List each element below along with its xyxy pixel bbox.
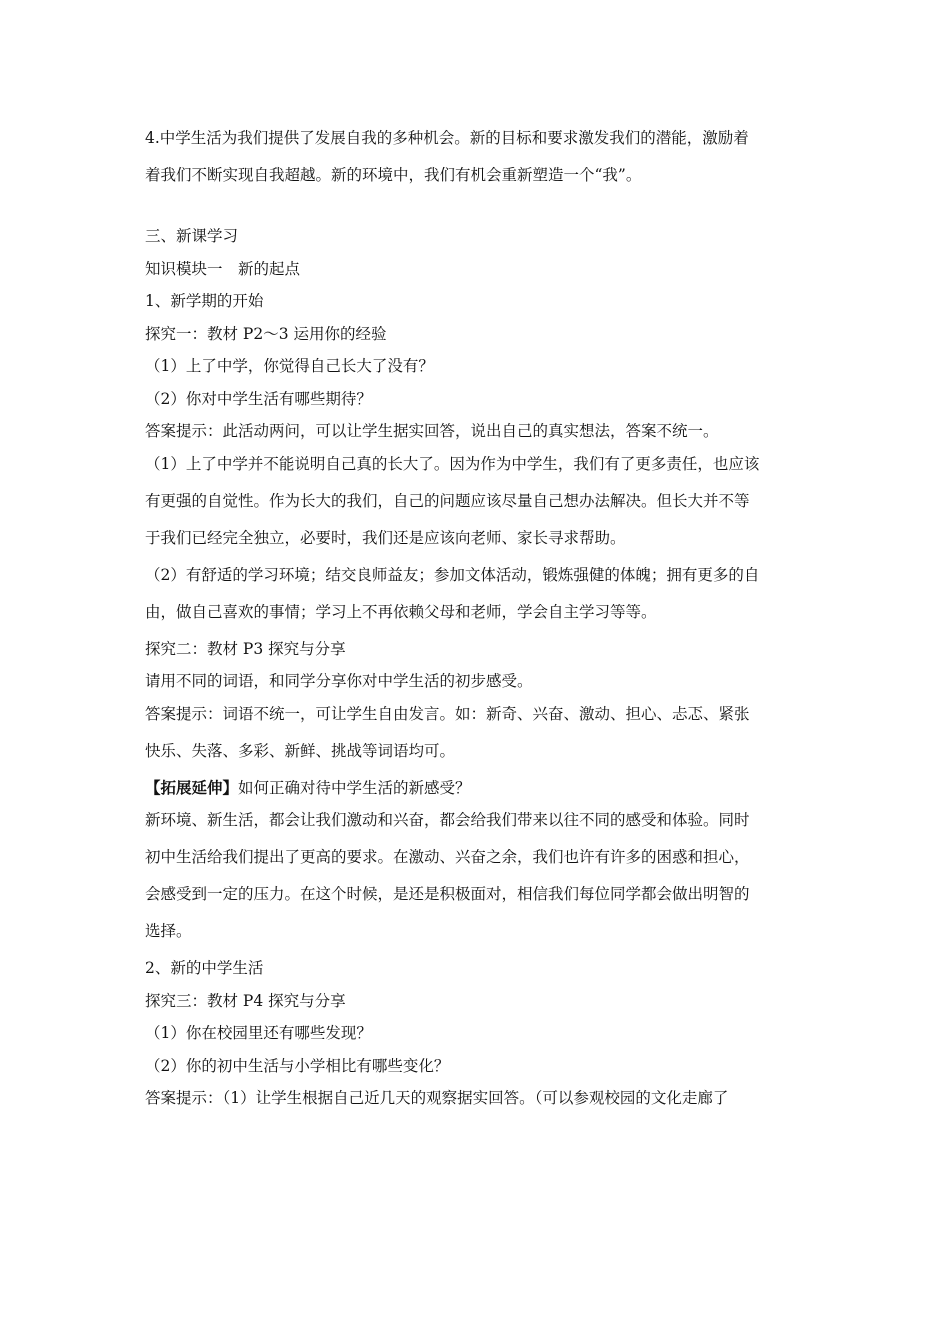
answer-paragraph [145,450,810,635]
explore2-block [145,635,810,700]
extension-question: 如何正确对待中学生活的新感受？ [238,778,471,797]
explore-title: 探究二：教材 P3 探究与分享 [145,639,346,658]
question-line: （2）你对中学生活有哪些期待？ [145,389,372,408]
document-page [145,124,810,1117]
text-line: 有更强的自觉性。作为长大的我们，自己的问题应该尽量自己想办法解决。但长大并不等 [145,491,750,510]
question-line: （1）上了中学，你觉得自己长大了没有？ [145,357,434,375]
text-line: 着我们不断实现自我超越。新的环境中，我们有机会重新塑造一个“我”。 [145,166,642,184]
text-line: 答案提示：词语不统一，可让学生自由发言。如：新奇、兴奋、激动、担心、忐忑、紧张 [145,704,750,723]
answer-hint: 答案提示：此活动两问，可以让学生据实回答，说出自己的真实想法，答案不统一。 [145,422,719,440]
text-line: 选择。 [145,922,192,940]
question-line: （2）你的初中生活与小学相比有哪些变化？ [145,1056,450,1075]
text-line: 初中生活给我们提出了更高的要求。在激动、兴奋之余，我们也许有许多的困惑和担心， [145,848,750,866]
answer-paragraph [145,700,810,774]
text-line: 4.中学生活为我们提供了发展自我的多种机会。新的目标和要求激发我们的潜能，激励着 [145,129,749,147]
answer-hint: 答案提示：（1）让学生根据自己近几天的观察据实回答。（可以参观校园的文化走廊了 [145,1089,729,1107]
explore-title: 探究一：教材 P2～3 运用你的经验 [145,324,387,343]
extension-block [145,774,810,955]
intro-paragraph [145,124,810,198]
extension-line [145,774,810,807]
extension-label: 【拓展延伸】 [145,777,239,797]
prompt-line: 请用不同的词语，和同学分享你对中学生活的初步感受。 [145,672,533,690]
explore3-block [145,954,810,1117]
text-line: 由，做自己喜欢的事情；学习上不再依赖父母和老师，学会自主学习等等。 [145,602,657,621]
text-line: 会感受到一定的压力。在这个时候，是还是积极面对，相信我们每位同学都会做出明智的 [145,885,750,903]
question-line: （1）你在校园里还有哪些发现？ [145,1024,372,1042]
section-new-lesson [145,222,810,450]
section-heading: 三、新课学习 [145,227,239,245]
module-heading: 知识模块一 新的起点 [145,259,301,278]
text-line: （1）上了中学并不能说明自己真的长大了。因为作为中学生，我们有了更多责任，也应该 [145,454,760,473]
subsection-heading: 2、新的中学生活 [145,959,264,977]
text-line: 快乐、失落、多彩、新鲜、挑战等词语均可。 [145,741,456,760]
explore-title: 探究三：教材 P4 探究与分享 [145,991,346,1010]
text-line: 于我们已经完全独立，必要时，我们还是应该向老师、家长寻求帮助。 [145,528,626,547]
text-line: 新环境、新生活，都会让我们激动和兴奋，都会给我们带来以往不同的感受和体验。同时 [145,811,750,829]
text-line: （2）有舒适的学习环境；结交良师益友；参加文体活动，锻炼强健的体魄；拥有更多的自 [145,565,760,584]
subsection-heading: 1、新学期的开始 [145,292,264,310]
